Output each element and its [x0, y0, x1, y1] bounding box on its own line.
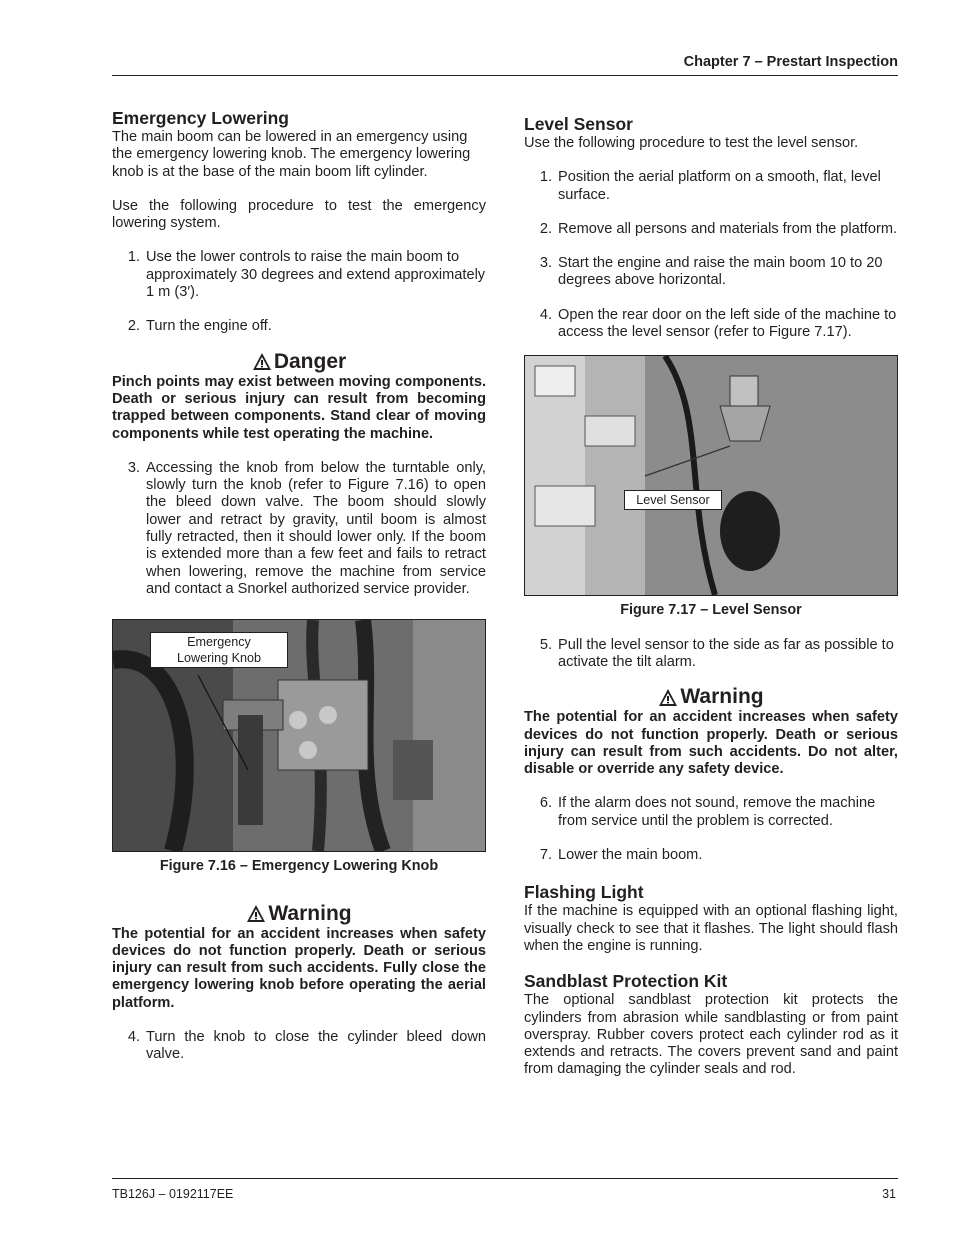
warning-triangle-icon	[658, 688, 678, 707]
step-item	[112, 249, 486, 301]
warning-triangle-icon	[252, 352, 272, 371]
step-text: Position the aerial platform on a smooth, flat, level surface.	[558, 169, 881, 203]
step-item	[524, 847, 898, 864]
warning-title-text: Warning	[268, 901, 352, 925]
left-column	[112, 108, 486, 1064]
step-number: 1.	[127, 249, 140, 266]
danger-title	[112, 350, 486, 374]
callout-line: Lowering Knob	[176, 651, 262, 666]
document-id: TB126J – 0192117EE	[112, 1187, 234, 1201]
step-item	[524, 169, 898, 204]
emergency-lowering-procedure: Use the following procedure to test the emergency lowering system.	[112, 197, 486, 232]
level-sensor-callout: Level Sensor	[624, 490, 722, 510]
danger-title-text: Danger	[273, 349, 347, 373]
level-sensor-photo	[525, 356, 897, 595]
step-text: Remove all persons and materials from the platform.	[558, 220, 898, 237]
footer-rule	[112, 1178, 898, 1179]
step-item	[112, 460, 486, 598]
step-number: 2.	[127, 318, 140, 335]
step-text: Open the rear door on the left side of the machine to access the level sensor (refer to Figure 7.17).	[558, 306, 897, 341]
step-text: Lower the main boom.	[558, 847, 703, 864]
danger-body: Pinch points may exist between moving components. Death or serious injury can result from becoming trapped between components. Stand clear of moving components while test operating the machine.	[112, 373, 486, 442]
step-text: Use the lower controls to raise the main boom to approximately 30 degrees and extend approximately 1 m (3′).	[146, 249, 486, 301]
step-item	[524, 637, 898, 672]
sandblast-heading: Sandblast Protection Kit	[524, 971, 728, 992]
figure-7-16-caption: Figure 7.16 – Emergency Lowering Knob	[159, 858, 439, 875]
step-number: 5.	[539, 636, 552, 653]
header-rule	[112, 75, 898, 76]
step-text: Turn the engine off.	[146, 318, 272, 335]
callout-line: Emergency	[187, 635, 251, 650]
emergency-lowering-heading: Emergency Lowering	[112, 108, 289, 128]
step-item	[112, 1029, 486, 1064]
step-number: 4.	[539, 306, 552, 323]
step-item	[112, 318, 486, 335]
step-text: If the alarm does not sound, remove the machine from service until the problem is corrected.	[558, 795, 876, 829]
step-number: 3.	[539, 255, 552, 272]
step-number: 2.	[539, 220, 552, 237]
right-column	[524, 114, 898, 1079]
warning-body: The potential for an accident increases when safety devices do not function properly. Death or serious injury can result from such accidents. Fully close the emergency lowering knob before operating the aerial platform.	[112, 925, 486, 1011]
step-item	[524, 307, 898, 342]
step-text: Accessing the knob from below the turntable only, slowly turn the knob (refer to Figure 7.16) to open the bleed down valve. The boom should slowly lower and retract by gravity, until boom is almost fully retracted, then it should lower only. If the boom is extended more than a few feet and fails to retract when lowering, remove the machine from service and contact a Snorkel authorized service provider.	[146, 459, 486, 597]
sandblast-body: The optional sandblast protection kit protects the cylinders from abrasion while sandblasting or from paint overspray. Rubber covers protect each cylinder rod as it extends and retracts. The covers prevent sand and paint from damaging the cylinder seals and rod.	[524, 992, 898, 1078]
emergency-lowering-intro: The main boom can be lowered in an emergency using the emergency lowering knob. The emergency lowering knob is at the base of the main boom lift cylinder.	[112, 129, 471, 180]
step-item	[524, 221, 898, 238]
figure-7-16-photo	[112, 619, 486, 852]
step-number: 6.	[539, 795, 552, 812]
chapter-header: Chapter 7 – Prestart Inspection	[683, 54, 898, 70]
warning-body: The potential for an accident increases when safety devices do not function properly. Death or serious injury can result from such accidents. Do not alter, disable or override any safety device.	[524, 709, 898, 778]
emergency-lowering-knob-callout	[150, 632, 288, 668]
step-number: 4.	[127, 1029, 140, 1046]
step-text: Pull the level sensor to the side as far as possible to activate the tilt alarm.	[558, 636, 894, 670]
step-number: 1.	[539, 169, 552, 186]
level-sensor-intro: Use the following procedure to test the level sensor.	[524, 135, 859, 151]
step-number: 3.	[127, 459, 140, 476]
level-sensor-heading: Level Sensor	[524, 114, 633, 134]
flashing-light-heading: Flashing Light	[524, 882, 644, 903]
warning-triangle-icon	[246, 904, 266, 923]
step-item	[524, 795, 898, 830]
figure-7-17-caption: Figure 7.17 – Level Sensor	[620, 602, 802, 619]
step-number: 7.	[539, 847, 552, 864]
warning-title-text: Warning	[680, 685, 764, 709]
step-text: Start the engine and raise the main boom 10 to 20 degrees above horizontal.	[558, 255, 883, 289]
figure-7-17-photo	[524, 355, 898, 596]
step-item	[524, 255, 898, 290]
page-number: 31	[882, 1187, 896, 1201]
step-text: Turn the knob to close the cylinder bleed down valve.	[146, 1029, 486, 1063]
warning-title	[112, 902, 486, 926]
warning-title	[524, 685, 898, 709]
flashing-light-body: If the machine is equipped with an optional flashing light, visually check to see that it flashes. The light should flash when the engine is running.	[524, 903, 898, 954]
